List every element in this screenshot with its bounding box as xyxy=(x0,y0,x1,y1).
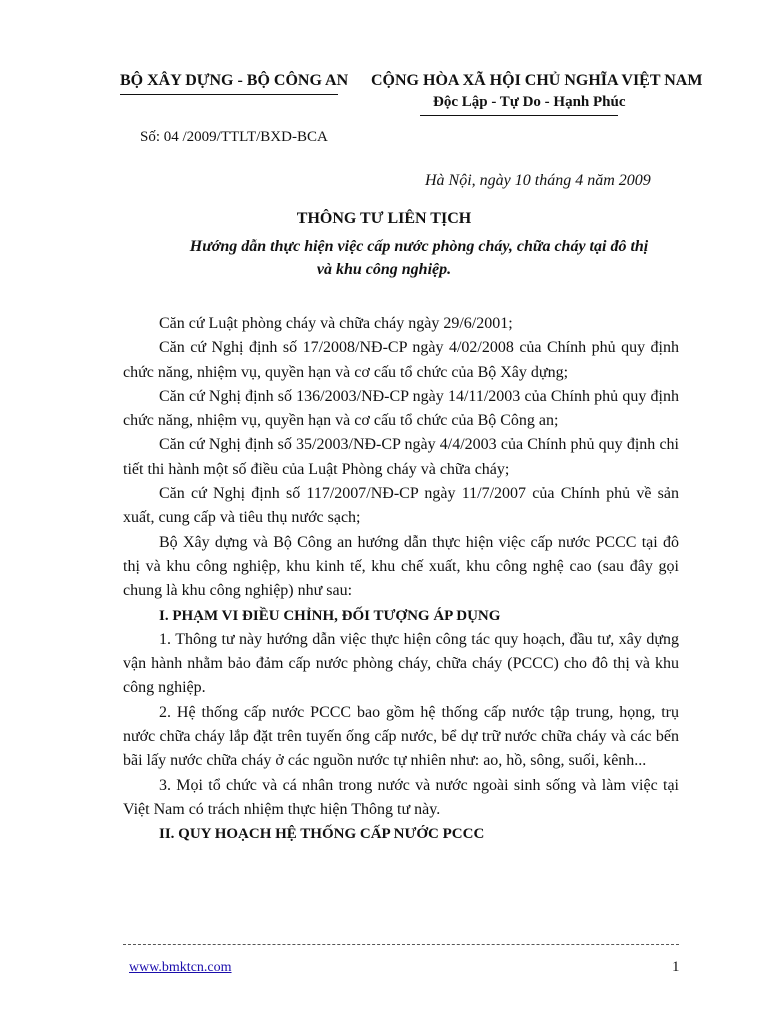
paragraph: Căn cứ Nghị định số 136/2003/NĐ-CP ngày 14/11/2003 của Chính phủ quy định chức năng, nhiệm vụ, quyền hạn và cơ cấu tổ chức của Bộ Công an; xyxy=(123,387,679,430)
paragraph: Bộ Xây dựng và Bộ Công an hướng dẫn thực hiện việc cấp nước PCCC tại đô thị và khu công nghiệp, khu kinh tế, khu chế xuất, khu công nghệ cao (sau đây gọi chung là khu công nghiệp) như sau: xyxy=(123,533,679,600)
paragraph: Căn cứ Nghị định số 35/2003/NĐ-CP ngày 4/4/2003 của Chính phủ quy định chi tiết thi hành một số điều của Luật Phòng cháy và chữa cháy; xyxy=(123,436,679,478)
page-number: 1 xyxy=(672,959,680,975)
republic-name: CỘNG HÒA XÃ HỘI CHỦ NGHĨA VIỆT NAM xyxy=(371,72,703,89)
document-title: THÔNG TƯ LIÊN TỊCH xyxy=(296,210,472,227)
motto-underline xyxy=(420,115,618,116)
list-item: 3. Mọi tổ chức và cá nhân trong nước và nước ngoài sinh sống và làm việc tại Việt Nam có trách nhiệm thực hiện Thông tư này. xyxy=(123,776,679,818)
section-heading-2: II. QUY HOẠCH HỆ THỐNG CẤP NƯỚC PCCC xyxy=(159,826,485,843)
document-subtitle-line1: Hướng dẫn thực hiện việc cấp nước phòng cháy, chữa cháy tại đô thị xyxy=(189,238,649,255)
document-number: Số: 04 /2009/TTLT/BXD-BCA xyxy=(140,129,328,145)
document-body xyxy=(123,312,679,847)
date-place: Hà Nội, ngày 10 tháng 4 năm 2009 xyxy=(425,172,651,189)
national-motto: Độc Lập - Tự Do - Hạnh Phúc xyxy=(433,94,626,110)
list-item: 1. Thông tư này hướng dẫn việc thực hiện công tác quy hoạch, đầu tư, xây dựng vận hành nhằm bảo đảm cấp nước phòng cháy, chữa cháy (PCCC) cho đô thị và khu công nghiệp. xyxy=(123,630,679,697)
footer-divider xyxy=(123,944,679,945)
website-link[interactable]: www.bmktcn.com xyxy=(129,960,232,975)
document-subtitle-line2: và khu công nghiệp. xyxy=(316,261,452,278)
list-item: 2. Hệ thống cấp nước PCCC bao gồm hệ thống cấp nước tập trung, họng, trụ nước chữa cháy lắp đặt trên tuyến ống cấp nước, bể dự trữ nước chữa cháy và các bến bãi lấy nước chữa cháy ở các nguồn nước tự nhiên như: ao, hồ, sông, suối, kênh... xyxy=(123,703,679,770)
issuing-ministries: BỘ XÂY DỰNG - BỘ CÔNG AN xyxy=(120,72,349,89)
section-heading-1: I. PHẠM VI ĐIỀU CHỈNH, ĐỐI TƯỢNG ÁP DỤNG xyxy=(159,607,501,624)
paragraph: Căn cứ Nghị định số 17/2008/NĐ-CP ngày 4/02/2008 của Chính phủ quy định chức năng, nhiệm vụ, quyền hạn và cơ cấu tổ chức của Bộ Xây dựng; xyxy=(123,339,679,381)
ministries-underline xyxy=(120,94,338,95)
paragraph: Căn cứ Nghị định số 117/2007/NĐ-CP ngày 11/7/2007 của Chính phủ về sản xuất, cung cấp và tiêu thụ nước sạch; xyxy=(123,485,679,527)
paragraph: Căn cứ Luật phòng cháy và chữa cháy ngày 29/6/2001; xyxy=(159,315,513,332)
